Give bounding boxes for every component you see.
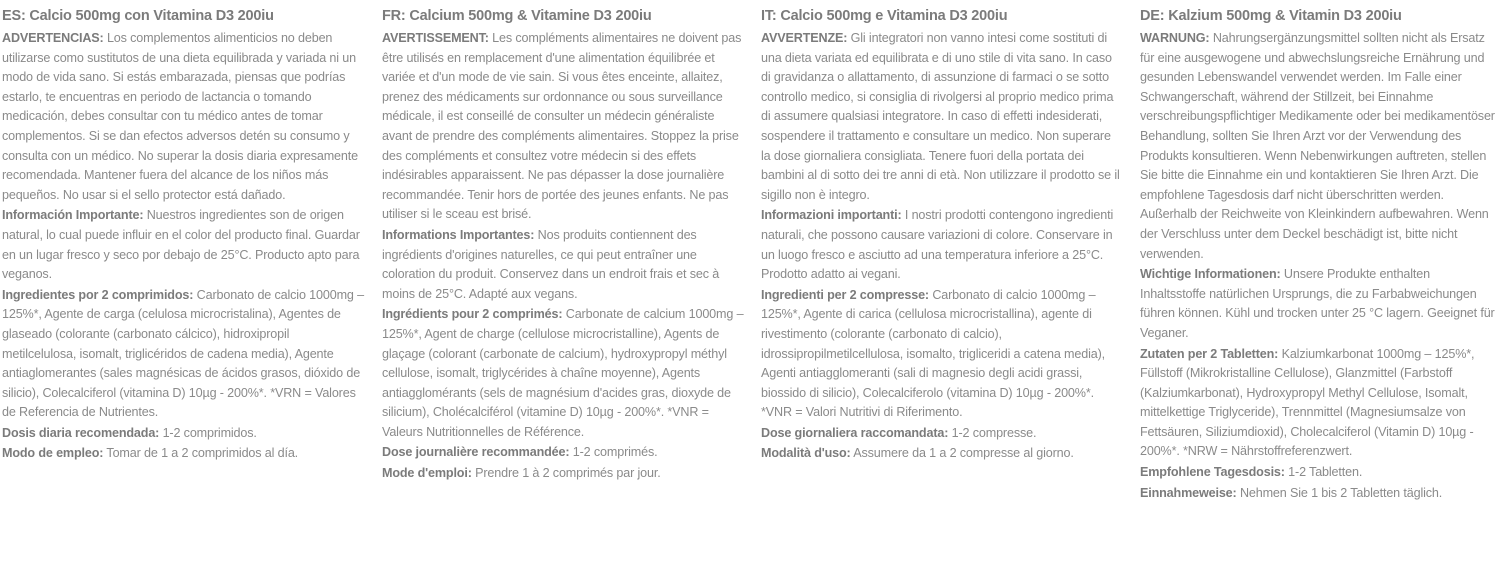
section-directions bbox=[761, 444, 1123, 464]
section-label: Ingrédients pour 2 comprimés: bbox=[382, 307, 563, 322]
section-daily-dose bbox=[382, 443, 744, 463]
section-text: Gli integratori non vanno intesi come sostituti di una dieta variata ed equilibrata e di uno stile di vita sano. In caso di gravidanza o allattamento, di assunzione di farmaci o se sotto controllo medico, si consiglia di rivolgersi al proprio medico prima di assumere qualsiasi integratore. In caso di effetti indesiderati, sospendere il trattamento e consultare un medico. Non superare la dose giornaliera consigliata. Tenere fuori della portata dei bambini al di sotto dei tre anni di età. Non utilizzare il prodotto se il sigillo non è integro. bbox=[761, 31, 1120, 202]
section-important-info bbox=[761, 206, 1123, 284]
section-label: Modo de empleo: bbox=[2, 446, 104, 461]
section-label: Empfohlene Tagesdosis: bbox=[1140, 465, 1285, 480]
section-important-info bbox=[1140, 265, 1498, 343]
section-warnings bbox=[382, 29, 744, 225]
section-warnings bbox=[1140, 29, 1498, 264]
section-label: Dosis diaria recomendada: bbox=[2, 425, 160, 440]
section-text: Unsere Produkte enthalten Inhaltsstoffe natürlichen Ursprungs, die zu Farbabweichungen führen können. Kühl und trocken unter 25 °C lagern. Geeignet für Veganer. bbox=[1140, 267, 1495, 340]
section-text: Carbonato de calcio 1000mg – 125%*, Agente de carga (celulosa microcristalina), Agentes de glaseado (colorante (carbonato cálcico), hidroxipropil metilcelulosa, isomalt, triglicéridos de cadena media), Agente antiaglomerantes (sales magnésicas de ácidos grasos, dióxido de silicio), Colecalciferol (vitamina D) 10µg - 200%*. *VRN = Valores de Referencia de Nutrientes. bbox=[2, 287, 364, 420]
column-title: IT: Calcio 500mg e Vitamina D3 200iu bbox=[761, 8, 1008, 24]
section-important-info bbox=[2, 206, 364, 284]
section-text: Carbonato di calcio 1000mg – 125%*, Agente di carica (cellulosa microcristallina), agente di rivestimento (colorante (carbonato di calcio), idrossipropilmetilcellulosa, isomalto, trigliceridi a catena media), Agenti antiagglomeranti (sali di magnesio degli acidi grassi, biossido di silicio), Colecalciferolo (vitamina D) 10µg - 200%*. *VNR = Valori Nutritivi di Riferimento. bbox=[761, 287, 1105, 420]
section-text: 1-2 Tabletten. bbox=[1284, 465, 1363, 480]
section-text: 1-2 comprimidos. bbox=[159, 425, 257, 440]
column-de bbox=[1140, 6, 1498, 504]
section-directions bbox=[382, 464, 744, 484]
section-ingredients bbox=[382, 305, 744, 442]
section-text: Les compléments alimentaires ne doivent pas être utilisés en remplacement d'une alimentation équilibrée et variée et d'un mode de vie sain. Si vous êtes enceinte, allaitez, prenez des médicaments sur ordonnance ou sous surveillance médicale, il est conseillé de consulter un médecin généraliste avant de prendre des compléments alimentaires. Stoppez la prise des compléments et consultez votre médecin si des effets indésirables apparaissent. Ne pas dépasser la dose journalière recommandée. Tenir hors de portée des jeunes enfants. Ne pas utiliser si le sceau est brisé. bbox=[382, 31, 742, 222]
section-label: AVVERTENZE: bbox=[761, 31, 848, 45]
section-text: I nostri prodotti contengono ingredienti naturali, che possono causare variazioni di colore. Conservare in un luogo fresco e asciutto ad una temperatura inferiore a 25°C. Prodotto adatto ai vegani. bbox=[761, 208, 1114, 282]
section-daily-dose bbox=[1140, 463, 1498, 483]
section-ingredients bbox=[1140, 345, 1498, 463]
column-it bbox=[761, 6, 1123, 465]
section-text: Kalziumkarbonat 1000mg – 125%*, Füllstoff (Mikrokristalline Cellulose), Glanzmittel (Farbstoff (Kalziumkarbonat), Hydroxypropyl Methyl Cellulose, Isomalt, mittelkettige Triglyceride), Trennmittel (Magnesiumsalze von Fettsäuren, Siliziumdioxid), Cholecalciferol (Vitamin D) 10µg - 200%*. *NRW = Nährstoffreferenzwert. bbox=[1140, 346, 1475, 459]
section-label: WARNUNG: bbox=[1140, 31, 1210, 45]
section-important-info bbox=[382, 226, 744, 304]
section-label: Wichtige Informationen: bbox=[1140, 267, 1281, 282]
column-fr bbox=[382, 6, 744, 485]
section-label: Dose journalière recommandée: bbox=[382, 445, 570, 460]
section-text: Nehmen Sie 1 bis 2 Tabletten täglich. bbox=[1236, 485, 1443, 500]
section-warnings bbox=[761, 29, 1123, 205]
column-title: DE: Kalzium 500mg & Vitamin D3 200iu bbox=[1140, 8, 1402, 24]
section-label: Dose giornaliera raccomandata: bbox=[761, 425, 949, 440]
section-warnings bbox=[2, 29, 364, 205]
section-text: Tomar de 1 a 2 comprimidos al día. bbox=[103, 446, 299, 461]
column-title: FR: Calcium 500mg & Vitamine D3 200iu bbox=[382, 8, 652, 24]
section-ingredients bbox=[761, 286, 1123, 423]
section-label: Einnahmeweise: bbox=[1140, 485, 1237, 500]
section-text: Assumere da 1 a 2 compresse al giorno. bbox=[850, 446, 1074, 461]
column-es bbox=[2, 6, 364, 465]
section-daily-dose bbox=[761, 424, 1123, 444]
section-text: Nuestros ingredientes son de origen natural, lo cual puede influir en el color del producto final. Guardar en un lugar fresco y seco por debajo de 25°C. Producto apto para veganos. bbox=[2, 208, 360, 282]
section-ingredients bbox=[2, 286, 364, 423]
section-label: Mode d'emploi: bbox=[382, 466, 472, 481]
section-text: Nos produits contiennent des ingrédients d'origines naturelles, ce qui peut entraîner une coloration du produit. Conservez dans un endroit frais et sec à moins de 25°C. Adapté aux vegans. bbox=[382, 227, 720, 301]
section-label: Información Importante: bbox=[2, 208, 144, 223]
section-label: Zutaten per 2 Tabletten: bbox=[1140, 346, 1279, 361]
section-label: Informations Importantes: bbox=[382, 227, 535, 242]
column-title: ES: Calcio 500mg con Vitamina D3 200iu bbox=[2, 8, 274, 24]
section-text: Nahrungsergänzungsmittel sollten nicht als Ersatz für eine ausgewogene und abwechslungsreiche Ernährung und gesunden Lebenswandel verwendet werden. Im Falle einer Schwangerschaft, während der Stillzeit, bei Einnahme verschreibungspflichtiger Medikamente oder bei medikamentöser Behandlung, sollten Sie Ihren Arzt vor der Verwendung des Produkts konsultieren. Wenn Nebenwirkungen auftreten, stellen Sie bitte die Einnahme ein und kontaktieren Sie Ihren Arzt. Die empfohlene Tagesdosis darf nicht überschritten werden. Außerhalb der Reichweite von Kleinkindern aufbewahren. Wenn der Verschluss unter dem Deckel beschädigt ist, bitte nicht verwenden. bbox=[1140, 31, 1495, 261]
section-text: 1-2 comprimés. bbox=[569, 445, 658, 460]
section-label: ADVERTENCIAS: bbox=[2, 31, 104, 45]
section-label: Ingredientes por 2 comprimidos: bbox=[2, 287, 194, 302]
section-text: Prendre 1 à 2 comprimés par jour. bbox=[471, 466, 661, 481]
section-directions bbox=[2, 444, 364, 464]
section-text: Carbonate de calcium 1000mg – 125%*, Agent de charge (cellulose microcristalline), Agents de glaçage (colorant (carbonate de calcium), hydroxypropyl méthyl cellulose, isomalt, triglycérides à chaîne moyenne), Agents antiagglomérants (sels de magnésium d'acides gras, dioxyde de silicium), Cholécalciférol (vitamine D) 10µg - 200%*. *VNR = Valeurs Nutritionnelles de Référence. bbox=[382, 307, 744, 439]
section-label: Informazioni importanti: bbox=[761, 208, 902, 223]
section-label: Ingredienti per 2 compresse: bbox=[761, 287, 929, 302]
section-label: AVERTISSEMENT: bbox=[382, 31, 489, 45]
section-text: Los complementos alimenticios no deben utilizarse como sustitutos de una dieta equilibrada y variada ni un modo de vida sano. Si estás embarazada, piensas que podrías estarlo, te encuentras en periodo de lactancia o tomando medicación, debes consultar con tu médico antes de tomar complementos. Si se dan efectos adversos detén su consumo y consulta con un médico. No superar la dosis diaria expresamente recomendada. Mantener fuera del alcance de los niños más pequeños. No usar si el sello protector está dañado. bbox=[2, 31, 358, 202]
section-label: Modalità d'uso: bbox=[761, 446, 851, 461]
section-directions bbox=[1140, 484, 1498, 504]
section-daily-dose bbox=[2, 424, 364, 444]
section-text: 1-2 compresse. bbox=[948, 425, 1037, 440]
